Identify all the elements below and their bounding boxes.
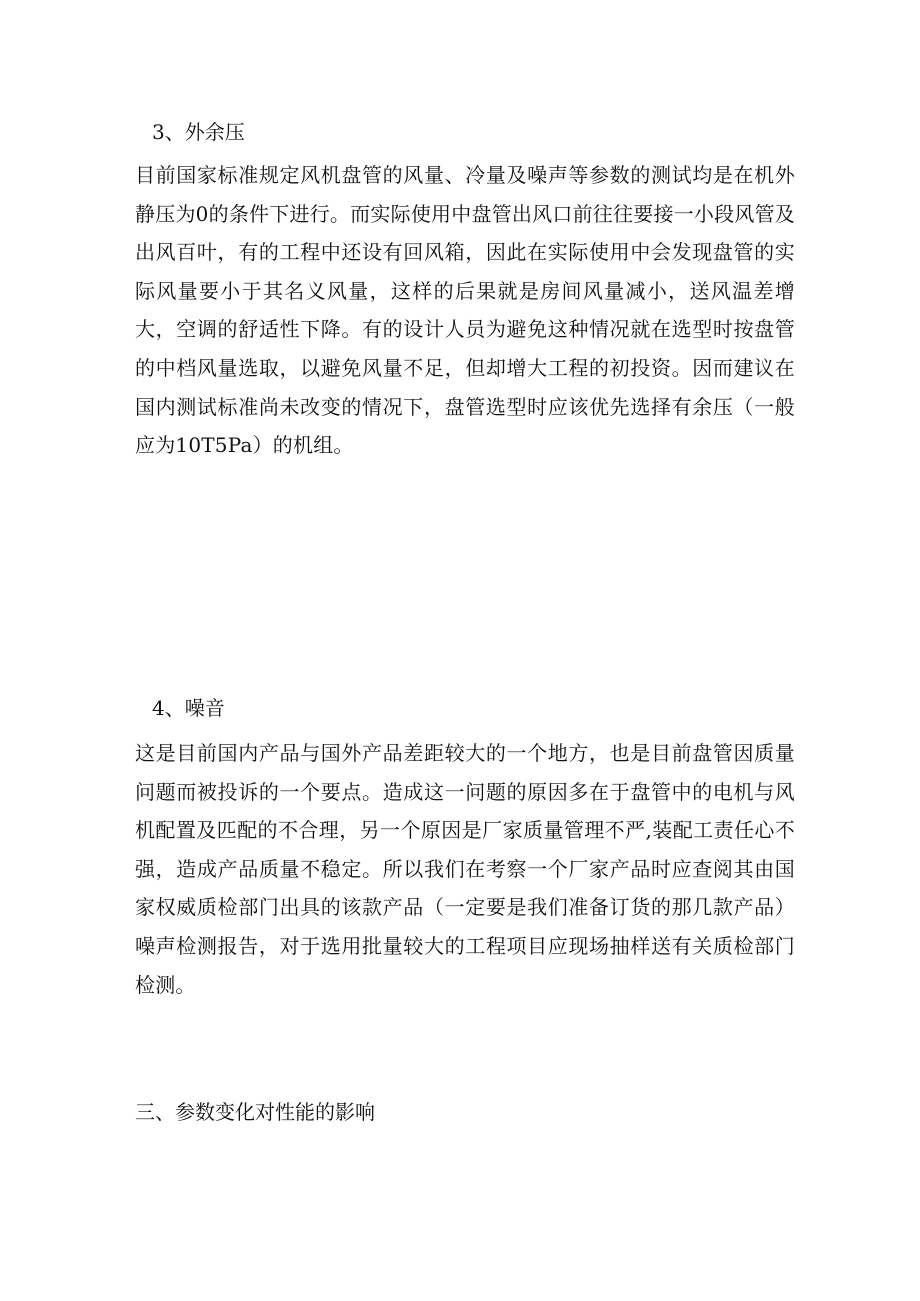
section-heading-external-pressure: 3、外余压 <box>152 120 245 144</box>
paragraph-noise: 这是目前国内产品与国外产品差距较大的一个地方，也是目前盘管因质量问题而被投诉的一个要点。造成这一问题的原因多在于盘管中的电机与风机配置及匹配的不合理，另一个原因是厂家质量管理不严,装配工责任心不强，造成产品质量不稳定。所以我们在考察一个厂家产品时应查阅其由国家权威质检部门出具的该款产品（一定要是我们准备订货的那几款产品）噪声检测报告，对于选用批量较大的工程项目应现场抽样送有关质检部门检测。 <box>135 741 795 997</box>
chapter-heading-parameter-effects: 三、参数变化对性能的影响 <box>135 1100 375 1124</box>
section-heading-noise: 4、噪音 <box>152 696 225 720</box>
paragraph-external-pressure: 目前国家标准规定风机盘管的风量、冷量及噪声等参数的测试均是在机外静压为0的条件下进行。而实际使用中盘管出风口前往往要接一小段风管及出风百叶，有的工程中还设有回风箱，因此在实际使用中会发现盘管的实际风量要小于其名义风量，这样的后果就是房间风量减小，送风温差增大，空调的舒适性下降。有的设计人员为避免这种情况就在选型时按盘管的中档风量选取，以避免风量不足，但却增大工程的初投资。因而建议在国内测试标准尚未改变的情况下，盘管选型时应该优先选择有余压（一般应为10T5Pa）的机组。 <box>135 163 795 458</box>
